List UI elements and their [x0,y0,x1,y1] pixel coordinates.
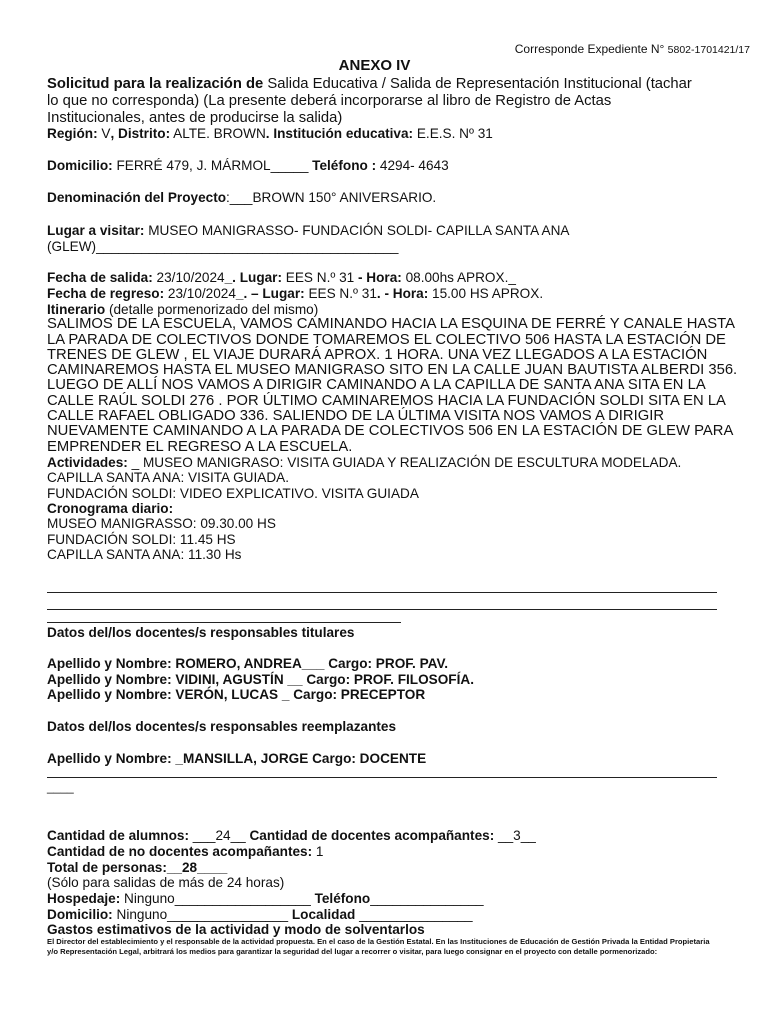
solicitud-line-1 [47,76,692,93]
salida-hora-label: - Hora: [354,270,402,285]
region-line [47,126,493,142]
gastos-heading [47,922,425,938]
domicilio2-line [47,907,473,923]
domicilio2-value: Ninguno________________ [112,907,292,922]
salida-fecha: 23/10/2024 [152,270,225,285]
itinerario-label: Itinerario [47,302,106,317]
itinerario-line: EMPRENDER EL REGRESO A LA ESCUELA. [47,439,353,455]
titular-text: Apellido y Nombre: ROMERO, ANDREA___ Cargo: PROF. PAV. [47,656,449,671]
alumnos-label: Cantidad de alumnos: [47,828,189,843]
gastos-fine-print: El Director del establecimiento y el responsable de la actividad propuesta. En el caso de la Gestión Estatal. En las Instituciones de Educación de Gestión Privada la Entidad Propietaria y/o Representación Legal, arbitrará los medios para garantizar la seguridad del lugar a recorrer o visitar, para luego consignar en el proyecto con detalle pormenorizado: [47,937,710,956]
itinerario-line: CALLE RAÚL SOLDI 276 . POR ÚLTIMO CAMINAREMOS HACIA LA FUNDACIÓN SOLDI SITA EN LA [47,393,726,409]
no-docentes-label: Cantidad de no docentes acompañantes: [47,844,313,859]
lugar-value: MUSEO MANIGRASSO- FUNDACIÓN SOLDI- CAPILLA SANTA ANA [144,223,570,238]
actividades-line-1 [47,455,681,471]
itinerario-line: TRENES DE GLEW , EL VIAJE DURARÁ APROX. 1 HORA. UNA VEZ LLEGADOS A LA ESTACIÓN [47,347,708,363]
expediente-reference [515,42,750,56]
telefono-label: Teléfono : [312,158,377,173]
cronograma-heading [47,501,173,517]
hospedaje-value: Ninguno__________________ [120,891,315,906]
domicilio-value: FERRÉ 479, J. MÁRMOL_____ [112,158,313,173]
salida-hora: 08.00hs APROX._ [401,270,516,285]
localidad-value: _______________ [355,907,473,922]
cronograma-item: MUSEO MANIGRASSO: 09.30.00 HS [47,516,276,531]
region-separator: , [110,126,115,141]
salida-label: Fecha de salida: [47,270,153,285]
actividades-value: _ MUSEO MANIGRASO: VISITA GUIADA Y REALIZACIÓN DE ESCULTURA MODELADA. [127,455,682,470]
hospedaje-line [47,891,484,907]
region-value: V [97,126,111,141]
itinerario-line: LUEGO DE ALLÍ NOS VAMOS A DIRIGIR CAMINANDO A LA CAPILLA DE SANTA ANA SITA EN LA [47,377,706,393]
regreso-fecha: 23/10/2024 [164,286,236,301]
regreso-lugar: EES N.º 31 [304,286,377,301]
distrito-label: Distrito: [114,126,171,141]
actividades-label: Actividades: [47,455,128,470]
itinerario-line: SALIMOS DE LA ESCUELA, VAMOS CAMINANDO HACIA LA ESQUINA DE FERRÉ Y CANALE HASTA [47,316,735,332]
titular-row [47,656,448,672]
salida-lugar-label: _. Lugar: [224,270,282,285]
proyecto-line [47,190,436,206]
solicitud-label: Solicitud para la realización de [47,76,264,92]
form-title: ANEXO IV [338,57,411,74]
alumnos-value: ___24__ [189,828,250,843]
solicitud-line-2: lo que no corresponda) (La presente deberá incorporarse al libro de Registro de Actas [47,93,612,109]
cantidad-alumnos-line [47,828,536,844]
domicilio2-label: Domicilio: [47,907,113,922]
titular-text: Apellido y Nombre: VERÓN, LUCAS _ Cargo: PRECEPTOR [47,687,426,702]
cronograma-item: CAPILLA SANTA ANA: 11.30 Hs [47,547,242,562]
no-docentes-line [47,844,323,860]
telefono-value: 4294- 4643 [376,158,449,173]
blank-line [47,777,717,778]
titulares-heading [47,625,354,641]
itinerario-line: NUEVAMENTE CAMINANDO A LA PARADA DE COLECTIVOS 506 EN LA ESTACIÓN DE GLEW PARA [47,423,734,439]
regreso-lugar-label: _. – Lugar: [235,286,305,301]
hospedaje-telefono-label: Teléfono [314,891,371,906]
titular-text: Apellido y Nombre: VIDINI, AGUSTÍN __ Cargo: PROF. FILOSOFÍA. [47,672,474,687]
expediente-number: 5802-1701421/17 [667,44,750,56]
itinerario-note: (detalle pormenorizado del mismo) [105,302,319,317]
hospedaje-label: Hospedaje: [47,891,121,906]
actividades-line-3: FUNDACIÓN SOLDI: VIDEO EXPLICATIVO. VISITA GUIADA [47,486,419,501]
solicitud-line-3: Institucionales, antes de producirse la salida) [47,110,343,126]
expediente-label: Corresponde Expediente N° [514,42,665,56]
proyecto-value: :___BROWN 150° ANIVERSARIO. [226,190,437,205]
reemplazantes-heading-text: Datos del/los docentes/s responsables reemplazantes [47,719,397,734]
lugar-line-1 [47,223,569,239]
itinerario-line: LA PARADA DE COLECTIVOS DONDE TOMAREMOS EL COLECTIVO 506 HASTA LA ESTACIÓN DE [47,332,726,348]
regreso-label: Fecha de regreso: [47,286,165,301]
distrito-value: ALTE. BROWN [170,126,266,141]
region-label: Región: [47,126,98,141]
total-value: __28____ [166,860,228,875]
lugar-label: Lugar a visitar: [47,223,145,238]
titular-row [47,687,425,703]
hospedaje-telefono-value: _______________ [370,891,484,906]
regreso-hora: 15.00 HS APROX. [428,286,544,301]
salida-lugar: EES N.º 31 [282,270,355,285]
blank-line [47,609,717,610]
cronograma-label: Cronograma diario: [47,501,174,516]
solicitud-text-1: Salida Educativa / Salida de Representación Institucional (tachar [263,76,692,92]
acompanantes-label: Cantidad de docentes acompañantes: [249,828,495,843]
titular-row [47,672,474,688]
titulares-heading-text: Datos del/los docentes/s responsables titulares [47,625,355,640]
acompanantes-value: __3__ [494,828,536,843]
itinerario-line: CALLE RAFAEL OBLIGADO 336. SALIENDO DE LA ÚLTIMA VISITA NOS VAMOS A DIRIGIR [47,408,665,424]
itinerario-line: CAMINAREMOS HASTA EL MUSEO MANIGRASO SITO EN LA CALLE JUAN BAUTISTA ALBERDI 356. [47,362,738,378]
gastos-heading-text: Gastos estimativos de la actividad y modo de solventarlos [47,922,425,937]
salida-line [47,270,516,286]
total-line [47,860,227,876]
institucion-value: E.E.S. Nº 31 [413,126,493,141]
no-docentes-value: 1 [312,844,324,859]
blank-line [47,592,717,593]
institucion-label: . Institución educativa: [265,126,414,141]
total-label: Total de personas: [47,860,167,875]
nota-line: (Sólo para salidas de más de 24 horas) [47,875,285,890]
domicilio-label: Domicilio: [47,158,113,173]
reemplazante-text: Apellido y Nombre: _MANSILLA, JORGE Cargo: DOCENTE [47,751,427,766]
actividades-line-2: CAPILLA SANTA ANA: VISITA GUIADA. [47,470,290,485]
proyecto-label: Denominación del Proyecto [47,190,227,205]
reemplazantes-heading [47,719,396,735]
domicilio-line [47,158,449,174]
regreso-line [47,286,543,302]
reemplazante-tail: ____ [47,780,74,794]
regreso-hora-label: . - Hora: [376,286,429,301]
blank-line [47,622,401,623]
localidad-label: Localidad [291,907,356,922]
reemplazante-row [47,751,426,767]
lugar-line-2: (GLEW)________________________________________ [47,239,399,254]
cronograma-item: FUNDACIÓN SOLDI: 11.45 HS [47,532,236,547]
